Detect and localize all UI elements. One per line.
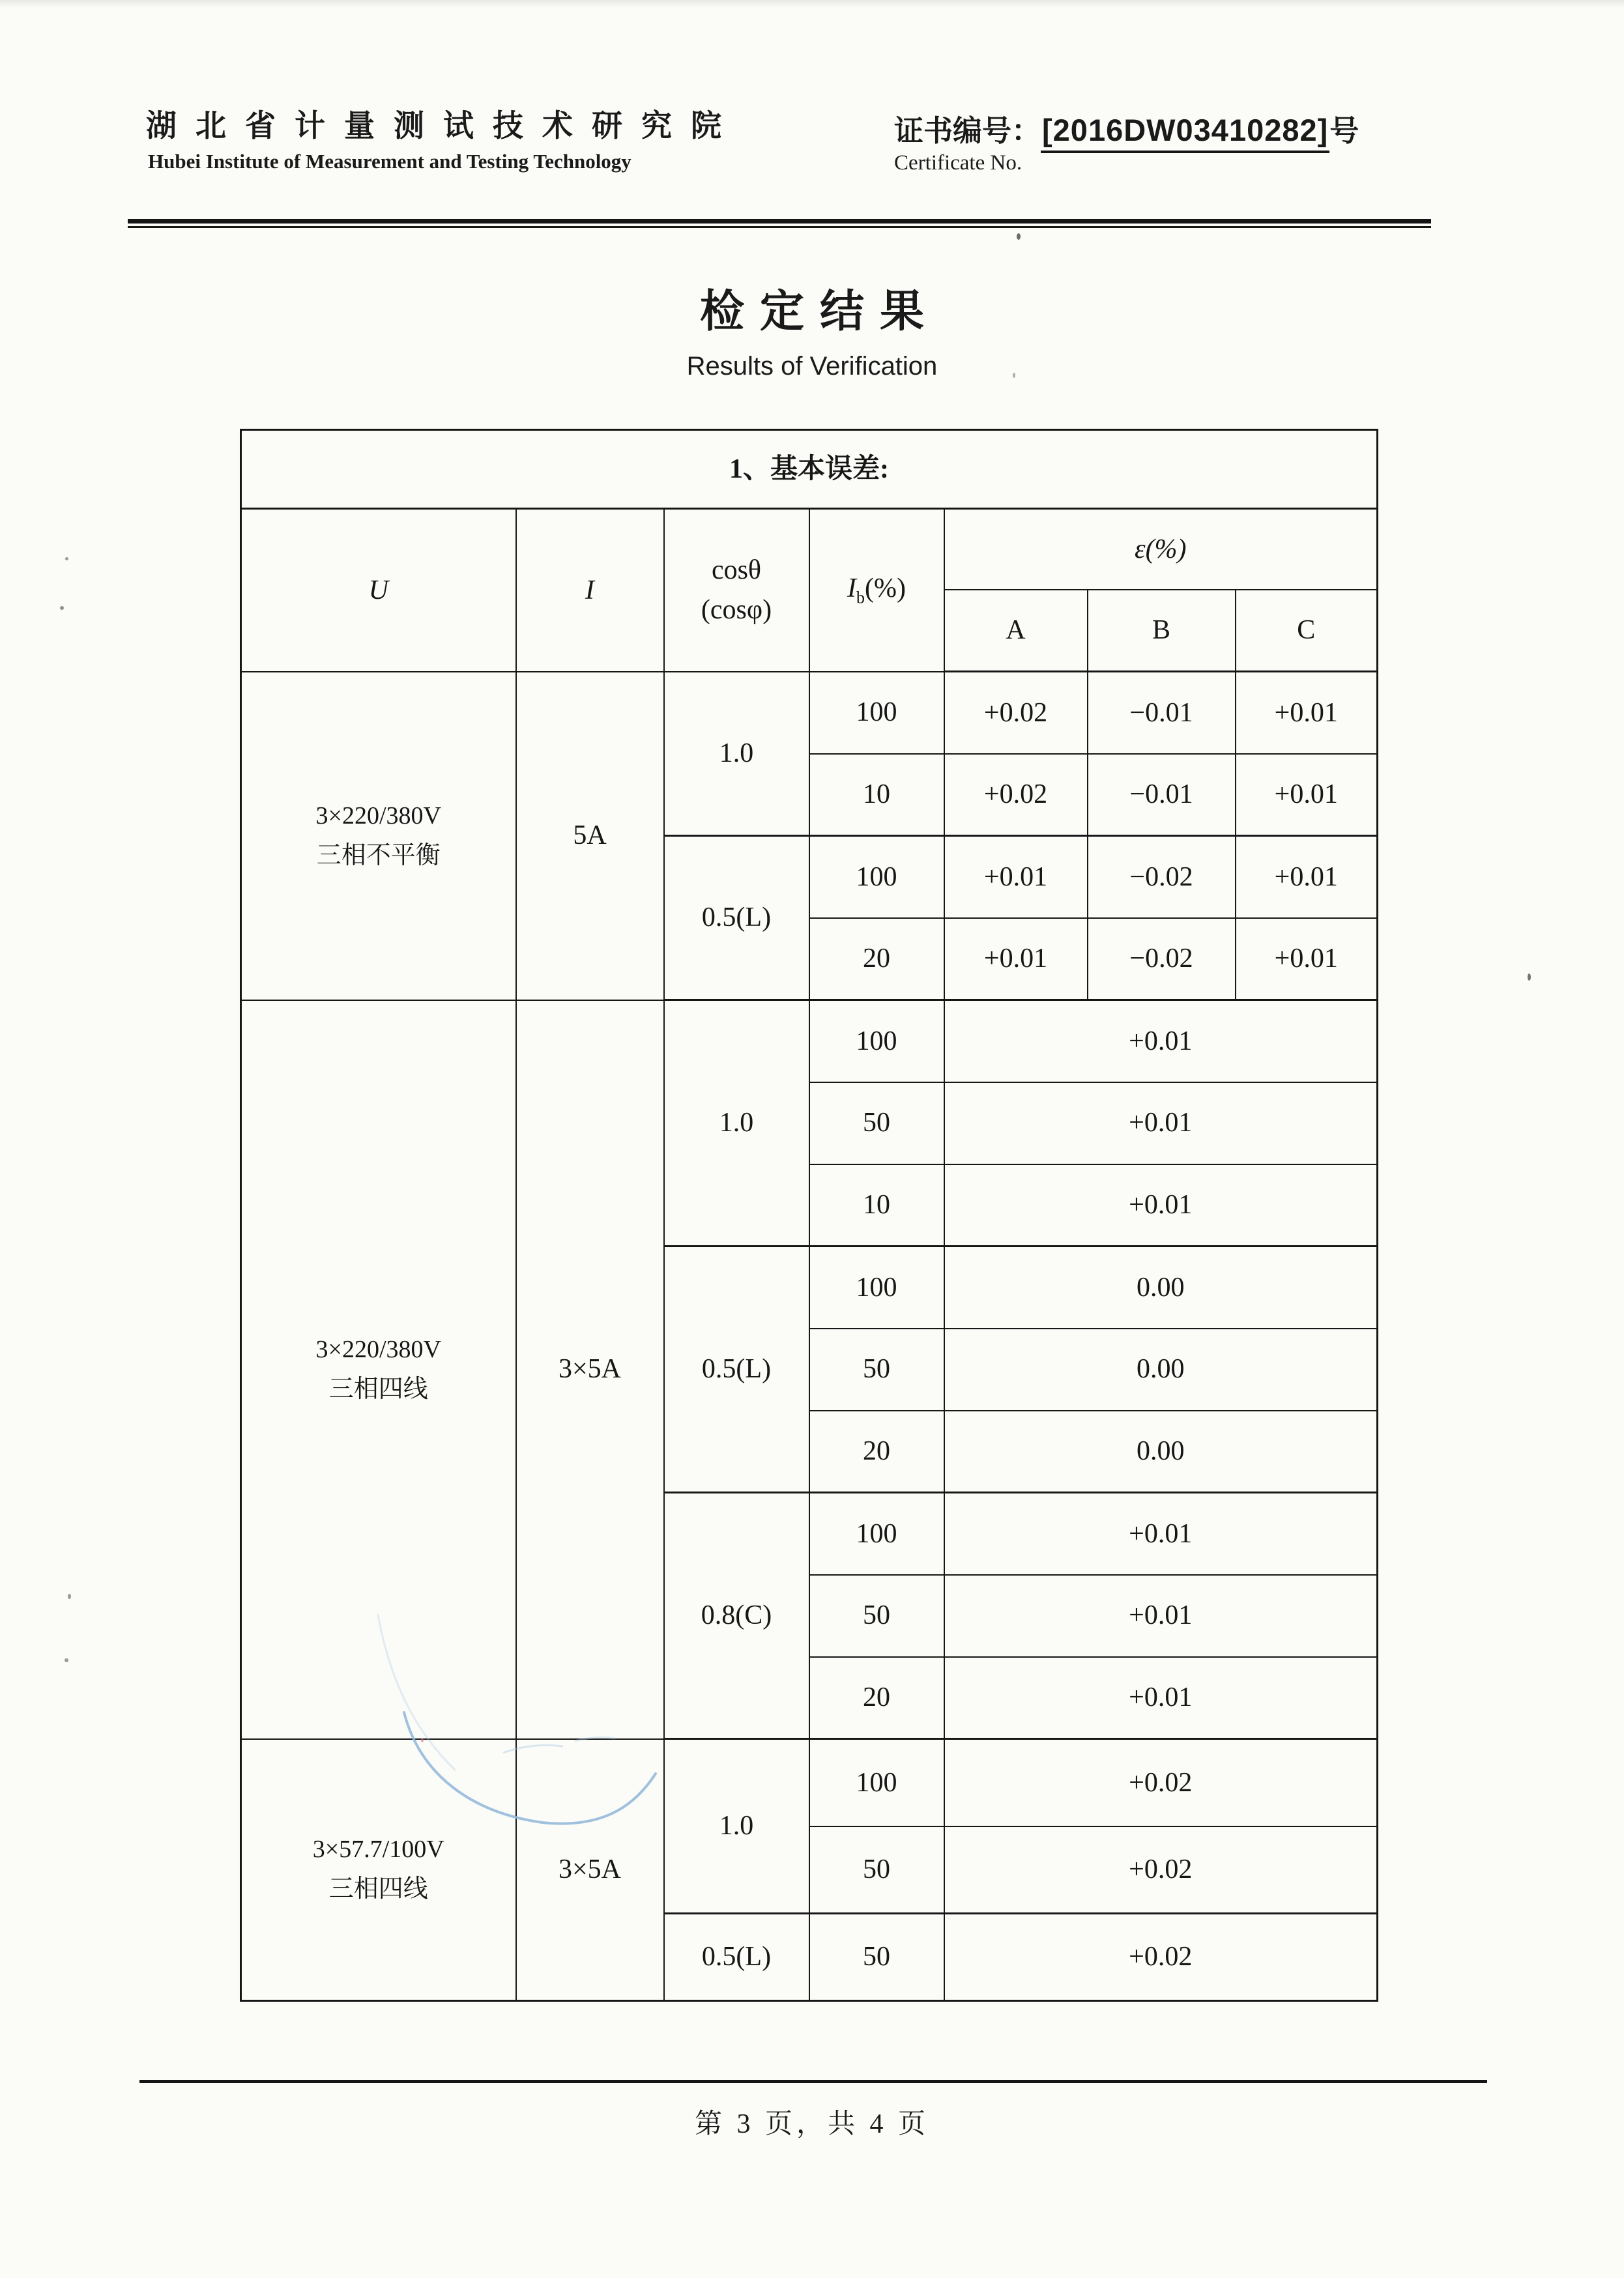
cell-current: 3×5A xyxy=(516,1739,664,2001)
results-table xyxy=(240,429,1378,2002)
cell-current: 3×5A xyxy=(516,1000,664,1739)
cell-ib: 100 xyxy=(809,672,944,754)
col-header-i xyxy=(516,509,664,672)
certificate-number-suffix: 号 xyxy=(1329,114,1359,147)
cell-voltage xyxy=(241,1739,516,2001)
cell-current: 5A xyxy=(516,672,664,1000)
certificate-number-label-cn: 证书编号： xyxy=(894,114,1041,147)
col-header-phase-a: A xyxy=(944,590,1088,672)
cell-ib: 50 xyxy=(809,1575,944,1657)
cell-ib: 100 xyxy=(809,1739,944,1826)
page-subtitle: Results of Verification xyxy=(686,352,938,381)
certificate-number-line xyxy=(894,107,1359,153)
scan-speckle xyxy=(65,1658,68,1662)
scan-speckle xyxy=(1528,973,1531,981)
col-header-cos xyxy=(664,509,809,672)
cell-ib: 100 xyxy=(809,836,944,918)
cell-eps-c: +0.01 xyxy=(1236,754,1378,836)
col-header-phase-c: C xyxy=(1236,590,1378,672)
col-header-u xyxy=(241,509,516,672)
cell-eps-abc: +0.01 xyxy=(944,1657,1378,1739)
cell-eps-abc: +0.01 xyxy=(944,1164,1378,1247)
cell-ib: 20 xyxy=(809,1411,944,1493)
col-header-ib xyxy=(809,509,944,672)
cell-ib: 10 xyxy=(809,754,944,836)
institute-name-cn: 湖北省计量测试技术研究院 xyxy=(146,108,740,143)
cell-eps-b: −0.01 xyxy=(1088,672,1236,754)
table-row xyxy=(241,672,1378,754)
cell-eps-abc: +0.01 xyxy=(944,1000,1378,1082)
cell-ib: 100 xyxy=(809,1000,944,1082)
cell-eps-abc: 0.00 xyxy=(944,1411,1378,1493)
cell-eps-abc: 0.00 xyxy=(944,1247,1378,1329)
cell-eps-b: −0.01 xyxy=(1088,754,1236,836)
cell-eps-abc: +0.02 xyxy=(944,1739,1378,1826)
section-title: 1、基本误差: xyxy=(241,430,1378,509)
cell-ib: 20 xyxy=(809,918,944,1000)
col-header-epsilon xyxy=(944,509,1378,590)
cell-ib: 20 xyxy=(809,1657,944,1739)
header-divider-rule xyxy=(128,219,1431,228)
table-header-row xyxy=(241,509,1378,590)
cell-ib: 50 xyxy=(809,1082,944,1164)
cell-eps-abc: +0.01 xyxy=(944,1493,1378,1575)
cell-ib: 50 xyxy=(809,1826,944,1914)
i-symbol: I xyxy=(585,575,594,605)
cell-cos: 1.0 xyxy=(664,672,809,836)
cell-eps-b: −0.02 xyxy=(1088,836,1236,918)
wiring-mode: 三相四线 xyxy=(328,1875,428,1903)
cos-phi-label: (cosφ) xyxy=(701,594,772,625)
ib-symbol: I xyxy=(847,573,857,604)
institute-name-en: Hubei Institute of Measurement and Testing Technology xyxy=(148,150,631,173)
cell-cos: 1.0 xyxy=(664,1739,809,1914)
cos-theta-label: cosθ xyxy=(711,555,762,585)
page-number: 第 3 页，共 4 页 xyxy=(694,2109,929,2139)
certificate-number-label-en: Certificate No. xyxy=(894,151,1022,175)
cell-cos: 0.5(L) xyxy=(664,1247,809,1493)
cell-ib: 50 xyxy=(809,1329,944,1411)
voltage-value: 3×57.7/100V xyxy=(312,1836,444,1864)
results-table-wrapper xyxy=(240,429,1378,2002)
epsilon-label: ε(%) xyxy=(1135,534,1187,564)
cell-voltage xyxy=(241,1000,516,1739)
scan-speckle xyxy=(60,606,64,610)
cell-voltage xyxy=(241,672,516,1000)
page-title: 检定结果 xyxy=(699,287,940,336)
ib-subscript: b xyxy=(856,588,865,607)
cell-eps-abc: +0.02 xyxy=(944,1826,1378,1914)
voltage-value: 3×220/380V xyxy=(315,1335,441,1363)
voltage-value: 3×220/380V xyxy=(315,801,441,829)
ib-unit: (%) xyxy=(865,573,906,604)
wiring-mode: 三相不平衡 xyxy=(316,841,441,869)
cell-cos: 0.8(C) xyxy=(664,1493,809,1739)
scan-speckle xyxy=(68,1594,71,1599)
cell-eps-b: −0.02 xyxy=(1088,918,1236,1000)
cell-eps-a: +0.02 xyxy=(944,672,1088,754)
cell-cos: 1.0 xyxy=(664,1000,809,1247)
table-row xyxy=(241,430,1378,509)
cell-eps-c: +0.01 xyxy=(1236,918,1378,1000)
col-header-phase-b: B xyxy=(1088,590,1236,672)
cell-eps-c: +0.01 xyxy=(1236,836,1378,918)
cell-eps-abc: +0.02 xyxy=(944,1914,1378,2001)
cell-ib: 50 xyxy=(809,1914,944,2001)
footer-divider-rule xyxy=(139,2080,1487,2083)
cell-eps-c: +0.01 xyxy=(1236,672,1378,754)
scan-speckle xyxy=(1017,233,1021,240)
table-row xyxy=(241,1739,1378,1826)
u-symbol: U xyxy=(368,575,388,605)
cell-ib: 10 xyxy=(809,1164,944,1247)
certificate-number-value: [2016DW03410282] xyxy=(1041,112,1329,153)
cell-eps-a: +0.01 xyxy=(944,836,1088,918)
wiring-mode: 三相四线 xyxy=(328,1375,428,1403)
cell-eps-a: +0.01 xyxy=(944,918,1088,1000)
table-row xyxy=(241,1000,1378,1082)
cell-ib: 100 xyxy=(809,1493,944,1575)
cell-eps-abc: +0.01 xyxy=(944,1082,1378,1164)
cell-eps-a: +0.02 xyxy=(944,754,1088,836)
cell-eps-abc: 0.00 xyxy=(944,1329,1378,1411)
cell-cos: 0.5(L) xyxy=(664,1914,809,2001)
scan-speckle xyxy=(65,557,68,560)
cell-eps-abc: +0.01 xyxy=(944,1575,1378,1657)
cell-cos: 0.5(L) xyxy=(664,836,809,1000)
cell-ib: 100 xyxy=(809,1247,944,1329)
